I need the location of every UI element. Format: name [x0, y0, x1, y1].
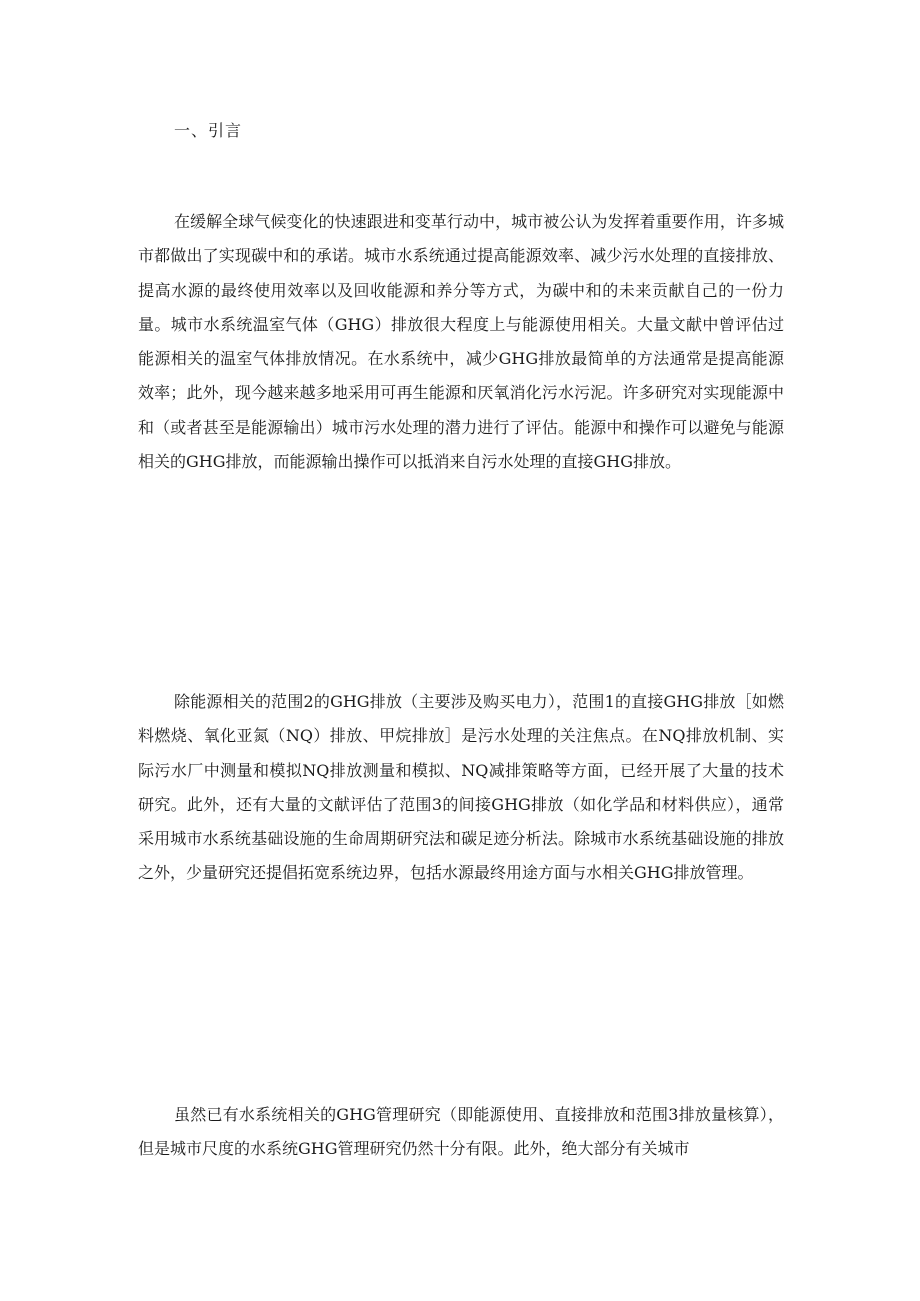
section-heading: 一、引言	[174, 121, 243, 140]
paragraph-intro: 在缓解全球气候变化的快速跟进和变革行动中，城市被公认为发挥着重要作用，许多城市都做出了实现碳中和的承诺。城市水系统通过提高能源效率、减少污水处理的直接排放、提高水源的最终使用效率以及回收能源和养分等方式，为碳中和的未来贡献自己的一份力量。城市水系统温室气体（GHG）排放很大程度上与能源使用相关。大量文献中曾评估过能源相关的温室气体排放情况。在水系统中，减少GHG排放最简单的方法通常是提高能源效率；此外，现今越来越多地采用可再生能源和厌氧消化污水污泥。许多研究对实现能源中和（或者甚至是能源输出）城市污水处理的潜力进行了评估。能源中和操作可以避免与能源相关的GHG排放，而能源输出操作可以抵消来自污水处理的直接GHG排放。	[138, 212, 784, 472]
paragraph-emission-scopes: 除能源相关的范围2的GHG排放（主要涉及购买电力），范围1的直接GHG排放［如燃料燃烧、氧化亚氮（NQ）排放、甲烷排放］是污水处理的关注焦点。在NQ排放机制、实际污水厂中测量和模拟NQ排放测量和模拟、NQ减排策略等方面，已经开展了大量的技术研究。此外，还有大量的文献评估了范围3的间接GHG排放（如化学品和材料供应），通常采用城市水系统基础设施的生命周期研究法和碳足迹分析法。除城市水系统基础设施的排放之外，少量研究还提倡拓宽系统边界，包括水源最终用途方面与水相关GHG排放管理。	[138, 692, 784, 883]
paragraph-research-gap: 虽然已有水系统相关的GHG管理研究（即能源使用、直接排放和范围3排放量核算），但是城市尺度的水系统GHG管理研究仍然十分有限。此外，绝大部分有关城市	[138, 1105, 784, 1159]
